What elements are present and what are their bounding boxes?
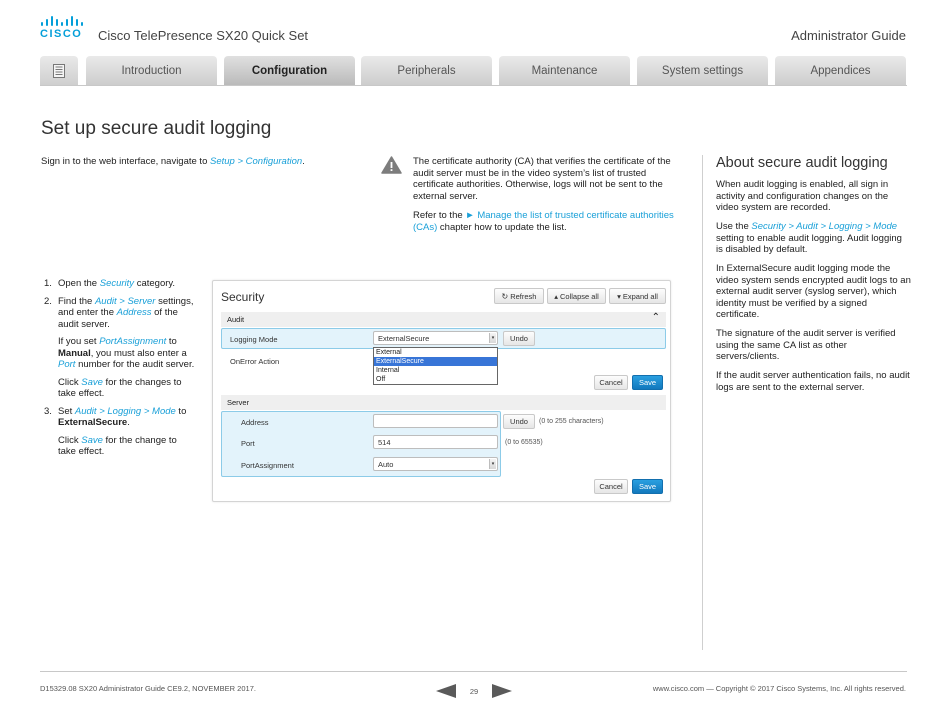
address-link[interactable]: Address	[116, 307, 152, 318]
server-cancel-button[interactable]: Cancel	[594, 479, 628, 494]
manage-trusted-ca-link[interactable]: ► Manage the list of trusted certificate authorities (CAs)	[413, 210, 674, 233]
text: category.	[134, 278, 176, 289]
table-of-contents-tab[interactable]	[40, 56, 78, 85]
option-internal[interactable]: Internal	[376, 367, 400, 374]
about-p2-suffix: setting to enable audit logging. Audit logging is disabled by default.	[716, 232, 902, 255]
security-link[interactable]: Security	[99, 278, 135, 289]
text: for the changes to take effect.	[58, 376, 182, 399]
chevron-up-icon: ▴	[554, 291, 558, 301]
expand-all-label: Expand all	[622, 291, 658, 301]
step-3-save-note	[58, 435, 196, 458]
step-2	[41, 296, 196, 400]
footer-divider	[40, 671, 907, 672]
text: Open the	[58, 278, 100, 289]
warning-text: The certificate authority (CA) that verifies the certificate of the audit server must be in the video system’s list of trusted certificate authorities. Otherwise, logs will not be sent to the external server.	[413, 156, 671, 202]
audit-server-link[interactable]: Audit > Server	[94, 295, 156, 307]
step-number: 3.	[44, 405, 52, 417]
portassignment-value: Auto	[378, 459, 394, 469]
dropdown-arrow-icon: ▾	[489, 459, 496, 469]
step-1-text	[58, 278, 196, 290]
logging-mode-label: Logging Mode	[230, 335, 278, 344]
about-p2-prefix: Use the	[716, 221, 752, 232]
step-number: 2.	[44, 295, 52, 307]
chevron-down-icon: ▾	[617, 291, 621, 301]
about-title: About secure audit logging	[716, 155, 888, 171]
step-1	[41, 278, 196, 290]
about-paragraph-4: The signature of the audit server is verified using the same CA list as other servers/clients.	[716, 328, 896, 362]
tab-configuration[interactable]: Configuration	[224, 56, 355, 86]
collapse-all-button[interactable]	[547, 288, 606, 304]
portassignment-label: PortAssignment	[241, 461, 294, 470]
audit-logging-mode-link[interactable]: Audit > Logging > Mode	[74, 405, 176, 417]
column-divider	[702, 155, 703, 650]
refer-suffix: chapter how to update the list.	[437, 221, 567, 233]
address-label: Address	[241, 418, 269, 427]
panel-title: Security	[221, 290, 265, 304]
port-input[interactable]: 514	[373, 435, 498, 449]
text: number for the audit server.	[75, 359, 195, 370]
onerror-action-label: OnError Action	[230, 357, 280, 366]
logging-mode-value: ExternalSecure	[378, 333, 430, 343]
tab-introduction[interactable]: Introduction	[86, 56, 217, 85]
collapse-all-label: Collapse all	[559, 291, 599, 301]
cisco-bridge-icon	[40, 16, 84, 27]
about-paragraph-3: In ExternalSecure audit logging mode the video system sends encrypted audit logs to an external audit server (syslog server), which identity must be verified by a signed certificate.	[716, 263, 911, 320]
warning-icon	[381, 156, 402, 179]
tab-appendices[interactable]: Appendices	[775, 56, 906, 85]
manual-value: Manual	[58, 347, 91, 359]
cisco-logo	[40, 16, 86, 40]
save-link[interactable]: Save	[81, 376, 103, 388]
portassignment-link[interactable]: PortAssignment	[99, 336, 167, 347]
page-number: 29	[469, 687, 479, 696]
expand-all-button[interactable]	[609, 288, 666, 304]
page-navigation	[436, 684, 512, 698]
text: , you must also enter a	[90, 347, 187, 359]
option-off[interactable]: Off	[376, 376, 386, 383]
footer-document-id: D15329.08 SX20 Administrator Guide CE9.2, NOVEMBER 2017.	[40, 684, 256, 693]
portassignment-select[interactable]	[373, 457, 498, 471]
about-paragraph-2	[716, 221, 911, 256]
step-2-save-note	[58, 377, 196, 400]
intro-prefix: Sign in to the web interface, navigate to	[41, 156, 210, 167]
document-list-icon	[53, 64, 65, 78]
address-undo-button[interactable]: Undo	[503, 414, 535, 429]
step-2-port-note	[58, 336, 196, 371]
about-paragraph-1: When audit logging is enabled, all sign in activity and configuration changes on the video system are recorded.	[716, 179, 889, 213]
guide-title: Administrator Guide	[791, 28, 906, 43]
server-save-button[interactable]: Save	[632, 479, 663, 494]
dropdown-arrow-icon: ▾	[489, 333, 496, 343]
step-3-text	[58, 406, 196, 429]
text: Find the	[58, 295, 95, 307]
audit-save-button[interactable]: Save	[632, 375, 663, 390]
setup-configuration-link[interactable]: Setup > Configuration	[210, 156, 303, 167]
address-hint: (0 to 255 characters)	[539, 418, 604, 425]
security-settings-panel	[212, 280, 671, 502]
audit-section-title: Audit	[227, 315, 245, 324]
server-section-header[interactable]	[221, 395, 666, 410]
intro-text	[41, 156, 361, 168]
about-paragraph-5: If the audit server authentication fails, no audit logs are sent to the external server.	[716, 370, 910, 393]
steps-list	[41, 278, 196, 464]
chapter-tabs	[40, 56, 907, 86]
text: .	[127, 417, 130, 428]
server-section-title: Server	[227, 398, 250, 407]
logging-mode-undo-button[interactable]: Undo	[503, 331, 535, 346]
tabs-divider	[40, 85, 907, 86]
text: to	[175, 405, 187, 417]
text: Set	[58, 405, 75, 417]
step-2-text	[58, 296, 196, 331]
address-input[interactable]	[373, 414, 498, 428]
audit-section-header[interactable]	[221, 312, 666, 327]
warning-refer-text	[413, 210, 675, 233]
collapse-chevron-icon[interactable]: ⌃	[651, 312, 660, 323]
logging-mode-select[interactable]	[373, 331, 498, 345]
option-externalsecure[interactable]: ExternalSecure	[374, 357, 497, 366]
tab-peripherals[interactable]: Peripherals	[361, 56, 492, 85]
logo-text: CISCO	[40, 28, 83, 40]
refresh-icon: ↻	[501, 291, 509, 301]
refresh-label: Refresh	[510, 291, 537, 301]
text: to	[166, 336, 177, 347]
security-audit-logging-mode-link[interactable]: Security > Audit > Logging > Mode	[751, 221, 898, 232]
text: settings, and enter the	[58, 295, 194, 318]
option-external[interactable]: External	[376, 349, 402, 356]
document-title: Cisco TelePresence SX20 Quick Set	[98, 28, 309, 43]
logging-mode-dropdown	[373, 347, 498, 385]
externalsecure-value: ExternalSecure	[58, 417, 128, 428]
text: If you set	[58, 336, 100, 347]
next-page-arrow-icon[interactable]	[492, 684, 512, 698]
tab-system-settings[interactable]: System settings	[637, 56, 768, 85]
refer-prefix: Refer to the	[413, 210, 466, 221]
text: Click	[58, 434, 82, 446]
port-link[interactable]: Port	[58, 359, 76, 370]
step-3	[41, 406, 196, 458]
step-number: 1.	[44, 278, 52, 289]
text: of the audit server.	[58, 307, 178, 330]
save-link[interactable]: Save	[81, 434, 103, 446]
audit-cancel-button[interactable]: Cancel	[594, 375, 628, 390]
port-hint: (0 to 65535)	[505, 439, 543, 446]
refresh-button[interactable]	[494, 288, 544, 304]
footer-copyright: www.cisco.com — Copyright © 2017 Cisco Systems, Inc. All rights reserved.	[652, 684, 906, 693]
text: for the change to take effect.	[58, 434, 177, 457]
tab-maintenance[interactable]: Maintenance	[499, 56, 630, 85]
intro-suffix: .	[302, 156, 305, 167]
previous-page-arrow-icon[interactable]	[436, 684, 456, 698]
text: Click	[58, 376, 82, 388]
port-label: Port	[241, 439, 255, 448]
page-title: Set up secure audit logging	[41, 118, 272, 139]
